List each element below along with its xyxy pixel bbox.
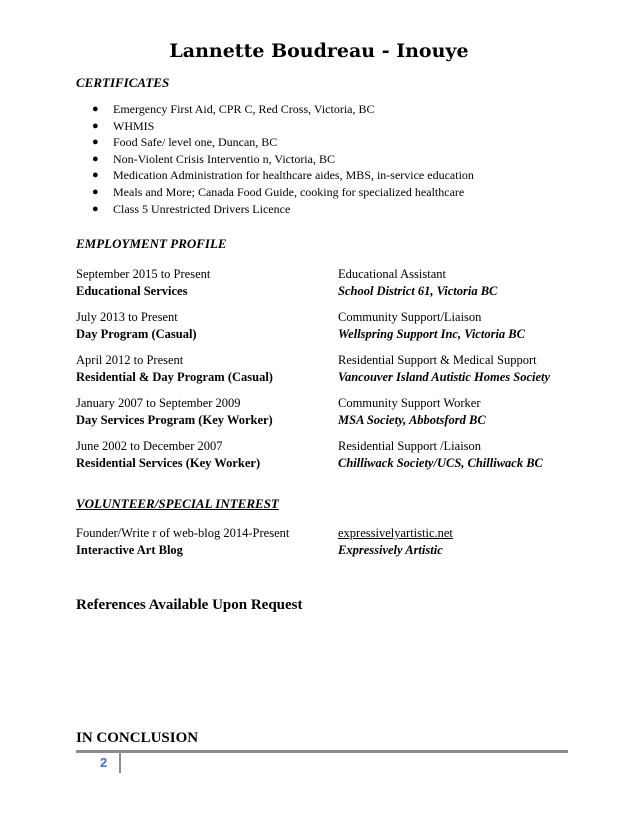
volunteer-project: Interactive Art Blog xyxy=(76,543,183,557)
page-number: 2 xyxy=(100,755,108,770)
entry-dates: September 2015 to Present xyxy=(76,267,211,281)
entry-org: Chilliwack Society/UCS, Chilliwack BC xyxy=(338,456,543,470)
bullet-icon: ● xyxy=(92,119,99,132)
references-note: References Available Upon Request xyxy=(76,597,303,613)
entry-org: MSA Society, Abbotsford BC xyxy=(338,413,486,427)
volunteer-role: Founder/Write r of web-blog 2014-Present xyxy=(76,526,290,540)
list-item: ● Medication Administration for healthcare aides, MBS, in-service education xyxy=(92,168,474,183)
entry-dates: April 2012 to Present xyxy=(76,353,184,367)
certificates-heading: CERTIFICATES xyxy=(76,75,170,90)
entry-dates: July 2013 to Present xyxy=(76,310,178,324)
conclusion-heading: IN CONCLUSION xyxy=(76,730,199,746)
bullet-icon: ● xyxy=(92,103,99,115)
list-item: ● Non-Violent Crisis Interventio n, Victoria, BC xyxy=(92,151,335,166)
blog-link[interactable]: expressivelyartistic.net xyxy=(338,526,453,540)
bullet-icon: ● xyxy=(92,202,99,215)
bullet-icon: ● xyxy=(92,136,99,149)
entry-program: Educational Services xyxy=(76,284,188,298)
footer-separator xyxy=(119,753,121,773)
entry-role: Residential Support /Liaison xyxy=(338,439,482,453)
volunteer-heading: VOLUNTEER/SPECIAL INTEREST xyxy=(76,496,279,511)
entry-program: Residential & Day Program (Casual) xyxy=(76,370,273,384)
entry-dates: June 2002 to December 2007 xyxy=(76,439,223,453)
entry-program: Day Services Program (Key Worker) xyxy=(76,413,273,427)
list-item: ● WHMIS xyxy=(92,118,155,133)
list-item: ● Food Safe/ level one, Duncan, BC xyxy=(92,135,278,150)
bullet-icon: ● xyxy=(92,152,99,165)
list-item: ● Meals and More; Canada Food Guide, cooking for specialized healthcare xyxy=(92,184,465,199)
entry-role: Educational Assistant xyxy=(338,267,446,281)
entry-role: Residential Support & Medical Support xyxy=(338,353,537,367)
footer-divider xyxy=(76,750,568,753)
blog-name: Expressively Artistic xyxy=(338,543,443,557)
entry-org: Wellspring Support Inc, Victoria BC xyxy=(338,327,525,341)
list-item: ● Class 5 Unrestricted Drivers Licence xyxy=(92,201,291,216)
entry-role: Community Support Worker xyxy=(338,396,481,410)
entry-program: Residential Services (Key Worker) xyxy=(76,456,261,470)
entry-program: Day Program (Casual) xyxy=(76,327,197,341)
entry-org: School District 61, Victoria BC xyxy=(338,284,498,298)
certificates-list xyxy=(76,101,474,217)
resume-name-title: Lannette Boudreau - Inouye xyxy=(169,40,469,62)
bullet-icon: ● xyxy=(92,185,99,198)
bullet-icon: ● xyxy=(92,169,99,182)
entry-dates: January 2007 to September 2009 xyxy=(76,396,241,410)
list-item: ● Emergency First Aid, CPR C, Red Cross, Victoria, BC xyxy=(92,102,375,116)
employment-heading: EMPLOYMENT PROFILE xyxy=(76,236,227,251)
entry-role: Community Support/Liaison xyxy=(338,310,482,324)
entry-org: Vancouver Island Autistic Homes Society xyxy=(338,370,551,384)
